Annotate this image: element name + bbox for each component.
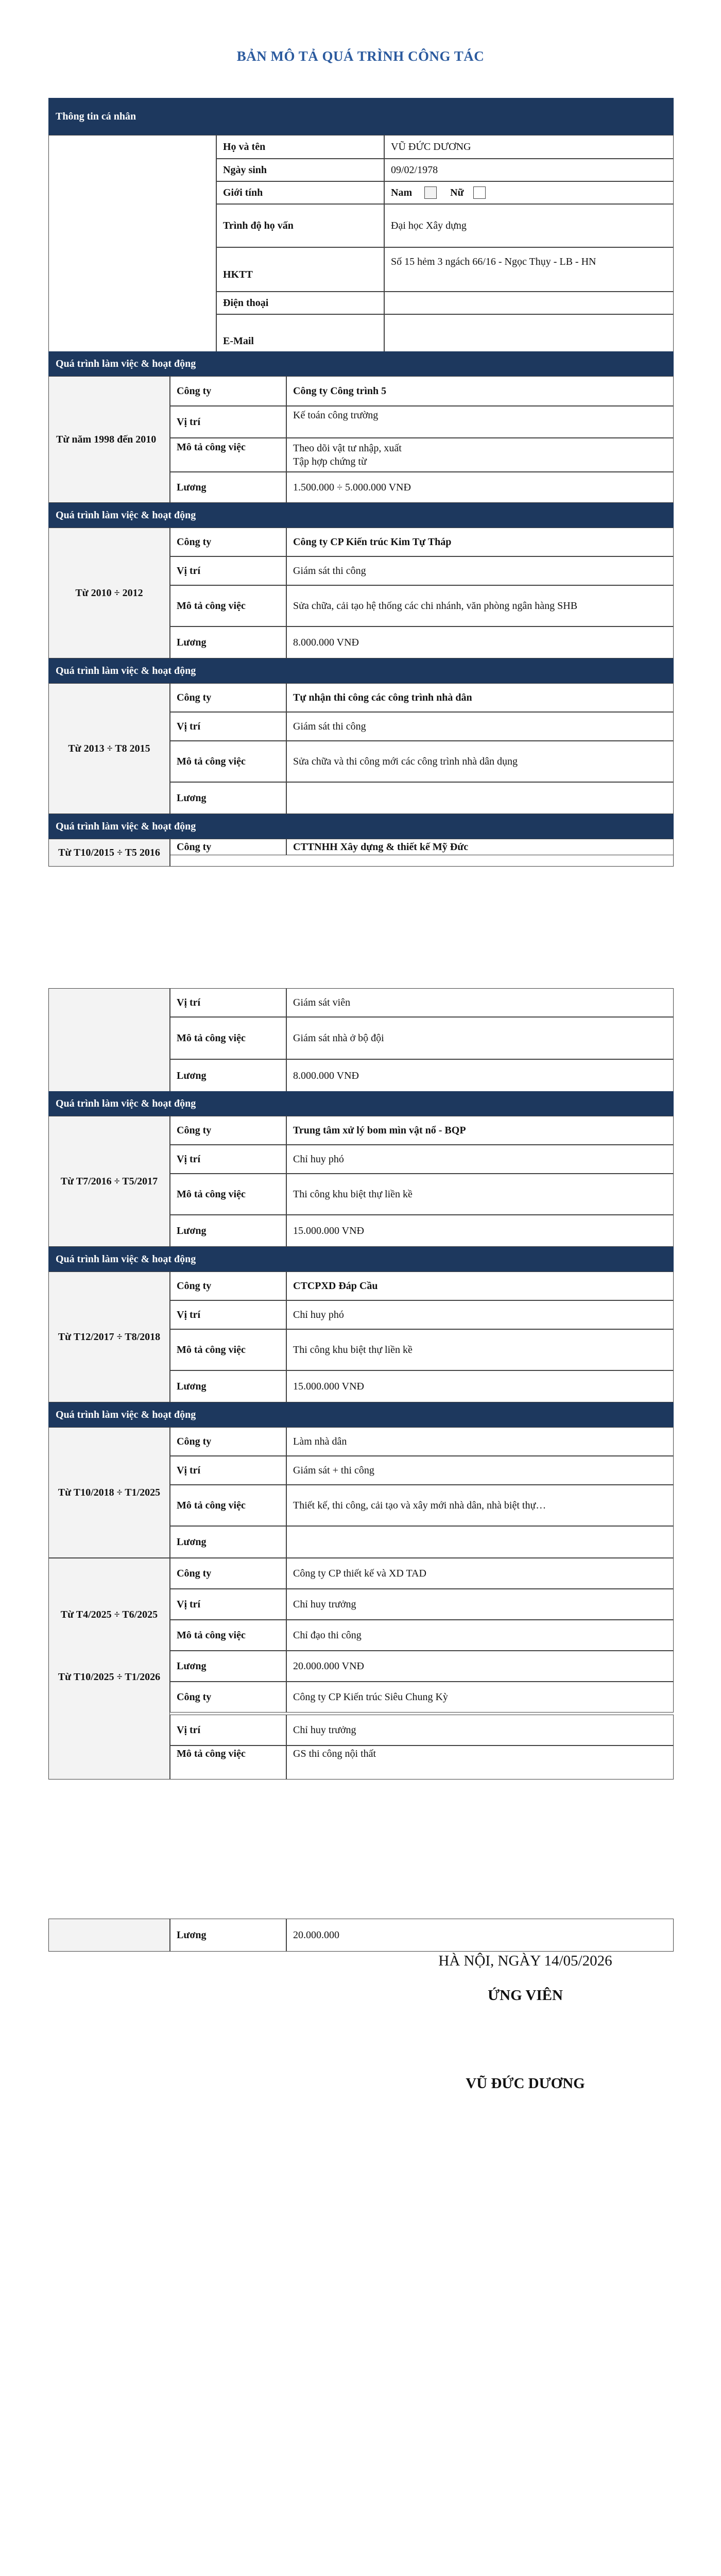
section-header: Quá trình làm việc & hoạt động (48, 1091, 674, 1116)
male-checkbox[interactable] (424, 187, 437, 199)
position-value: Chỉ huy phó (286, 1145, 674, 1174)
desc-label: Mô tả công việc (170, 1485, 286, 1526)
job-8-9-section (48, 1558, 674, 1780)
job-5-section (48, 1091, 674, 1247)
desc-label: Mô tả công việc (170, 1017, 286, 1059)
desc-value (286, 438, 674, 472)
salary-label: Lương (170, 472, 286, 503)
company-value: Công ty CP thiết kế và XD TAD (286, 1558, 674, 1589)
desc-label: Mô tả công việc (170, 438, 286, 472)
job-8-period: Từ T4/2025 ÷ T6/2025 (48, 1558, 170, 1670)
company-value: Công ty CP Kiến trúc Kim Tự Tháp (286, 528, 674, 556)
company-label: Công ty (170, 1116, 286, 1145)
salary-label: Lương (170, 1919, 286, 1952)
salary-label: Lương (170, 782, 286, 814)
salary-value: 15.000.000 VNĐ (286, 1215, 674, 1247)
company-label: Công ty (170, 1558, 286, 1589)
company-value: CTTNHH Xây dựng & thiết kế Mỹ Đức (286, 839, 674, 855)
salary-label: Lương (170, 1526, 286, 1558)
job-period: Từ T10/2018 ÷ T1/2025 (48, 1427, 170, 1558)
personal-info-section (48, 98, 674, 353)
edu-value: Đại học Xây dựng (384, 204, 674, 247)
position-value: Giám sát thi công (286, 556, 674, 585)
salary-value: 8.000.000 VNĐ (286, 626, 674, 658)
page-title: BẢN MÔ TẢ QUÁ TRÌNH CÔNG TÁC (236, 48, 485, 64)
desc-value: Sửa chữa và thi công mới các công trình nhà dân dụng (286, 741, 674, 782)
male-label: Nam (391, 187, 413, 198)
position-value: Giám sát thi công (286, 712, 674, 741)
job-period: Từ T12/2017 ÷ T8/2018 (48, 1272, 170, 1402)
salary-label: Lương (170, 1370, 286, 1402)
gender-value (384, 181, 674, 204)
job-period: Từ năm 1998 đến 2010 (48, 376, 170, 503)
company-label: Công ty (170, 683, 286, 712)
signature-name: VŨ ĐỨC DƯƠNG (466, 2075, 585, 2092)
female-label: Nữ (450, 187, 464, 198)
name-label: Họ và tên (216, 135, 384, 159)
salary-value: 15.000.000 VNĐ (286, 1370, 674, 1402)
position-label: Vị trí (170, 556, 286, 585)
desc-value: Thiết kế, thi công, cải tạo và xây mới nhà dân, nhà biệt thự… (286, 1485, 674, 1526)
company-label: Công ty (170, 528, 286, 556)
job-4-section-part-2 (48, 988, 674, 1092)
salary-value (286, 1526, 674, 1558)
desc-value: GS thi công nội thất (286, 1745, 674, 1780)
section-header: Quá trình làm việc & hoạt động (48, 1247, 674, 1272)
desc-line-1: Theo dõi vật tư nhập, xuất (293, 443, 402, 454)
position-label: Vị trí (170, 988, 286, 1017)
job-1-section (48, 351, 674, 503)
position-label: Vị trí (170, 1456, 286, 1485)
job-period: Từ T7/2016 ÷ T5/2017 (48, 1116, 170, 1247)
job-9-period-continued (48, 1919, 170, 1952)
job-7-section (48, 1402, 674, 1558)
salary-value: 20.000.000 (286, 1919, 674, 1952)
name-value: VŨ ĐỨC DƯƠNG (384, 135, 674, 159)
company-label: Công ty (170, 1272, 286, 1300)
section-header: Quá trình làm việc & hoạt động (48, 658, 674, 683)
company-row-gap (170, 855, 674, 867)
salary-value: 8.000.000 VNĐ (286, 1059, 674, 1092)
position-value: Giám sát + thi công (286, 1456, 674, 1485)
position-label: Vị trí (170, 406, 286, 438)
email-value (384, 314, 674, 353)
desc-value: Thi công khu biệt thự liền kề (286, 1329, 674, 1370)
company-value: Công ty CP Kiến trúc Siêu Chung Kỳ (286, 1682, 674, 1713)
desc-label: Mô tả công việc (170, 1745, 286, 1780)
photo-area (48, 135, 216, 353)
desc-label: Mô tả công việc (170, 1329, 286, 1370)
position-value: Giám sát viên (286, 988, 674, 1017)
position-value: Chỉ huy trưởng (286, 1715, 674, 1745)
phone-value (384, 292, 674, 314)
position-label: Vị trí (170, 1715, 286, 1745)
section-header: Quá trình làm việc & hoạt động (48, 351, 674, 376)
desc-value: Thi công khu biệt thự liền kề (286, 1174, 674, 1215)
dob-value: 09/02/1978 (384, 159, 674, 181)
job-4-section-part-1 (48, 814, 674, 867)
phone-label: Điện thoại (216, 292, 384, 314)
company-value: CTCPXD Đáp Cầu (286, 1272, 674, 1300)
position-value: Chỉ huy phó (286, 1300, 674, 1329)
salary-value: 1.500.000 ÷ 5.000.000 VNĐ (286, 472, 674, 503)
job-period: Từ 2013 ÷ T8 2015 (48, 683, 170, 814)
company-value: Trung tâm xử lý bom mìn vật nổ - BQP (286, 1116, 674, 1145)
desc-value: Chỉ đạo thi công (286, 1620, 674, 1651)
edu-label: Trình độ họ vấn (216, 204, 384, 247)
salary-label: Lương (170, 1059, 286, 1092)
gender-label: Giới tính (216, 181, 384, 204)
salary-label: Lương (170, 1651, 286, 1682)
position-label: Vị trí (170, 1145, 286, 1174)
position-label: Vị trí (170, 712, 286, 741)
company-value: Làm nhà dân (286, 1427, 674, 1456)
position-label: Vị trí (170, 1300, 286, 1329)
job-3-section (48, 658, 674, 814)
desc-value: Giám sát nhà ở bộ đội (286, 1017, 674, 1059)
company-value: Công ty Công trình 5 (286, 376, 674, 406)
desc-label: Mô tả công việc (170, 741, 286, 782)
job-6-section (48, 1247, 674, 1402)
dob-label: Ngày sinh (216, 159, 384, 181)
signature-date: HÀ NỘI, NGÀY 14/05/2026 (438, 1953, 612, 1969)
job-2-section (48, 503, 674, 658)
company-label: Công ty (170, 839, 286, 855)
desc-label: Mô tả công việc (170, 1620, 286, 1651)
address-label: HKTT (216, 247, 384, 292)
address-value: Số 15 hẻm 3 ngách 66/16 - Ngọc Thụy - LB - HN (384, 247, 674, 292)
position-label: Vị trí (170, 1589, 286, 1620)
personal-info-header: Thông tin cá nhân (48, 98, 674, 135)
desc-line-2: Tập hợp chứng từ (293, 456, 367, 467)
section-header: Quá trình làm việc & hoạt động (48, 503, 674, 528)
female-checkbox[interactable] (473, 187, 486, 199)
job-period-continued (48, 988, 170, 1092)
job-9-period: Từ T10/2025 ÷ T1/2026 (48, 1670, 170, 1780)
signature-role: ỨNG VIÊN (488, 1987, 563, 2004)
company-label: Công ty (170, 1682, 286, 1713)
job-9-salary-row (48, 1919, 674, 1952)
desc-label: Mô tả công việc (170, 585, 286, 626)
salary-label: Lương (170, 1215, 286, 1247)
email-label: E-Mail (216, 314, 384, 353)
salary-label: Lương (170, 626, 286, 658)
desc-label: Mô tả công việc (170, 1174, 286, 1215)
desc-value: Sửa chữa, cải tạo hệ thống các chi nhánh, văn phòng ngân hàng SHB (286, 585, 674, 626)
job-period: Từ 2010 ÷ 2012 (48, 528, 170, 658)
salary-value (286, 782, 674, 814)
position-value: Kế toán công trường (286, 406, 674, 438)
position-value: Chỉ huy trưởng (286, 1589, 674, 1620)
salary-value: 20.000.000 VNĐ (286, 1651, 674, 1682)
company-value: Tự nhận thi công các công trình nhà dân (286, 683, 674, 712)
company-label: Công ty (170, 1427, 286, 1456)
job-period: Từ T10/2015 ÷ T5 2016 (48, 839, 170, 867)
section-header: Quá trình làm việc & hoạt động (48, 1402, 674, 1427)
company-label: Công ty (170, 376, 286, 406)
section-header: Quá trình làm việc & hoạt động (48, 814, 674, 839)
